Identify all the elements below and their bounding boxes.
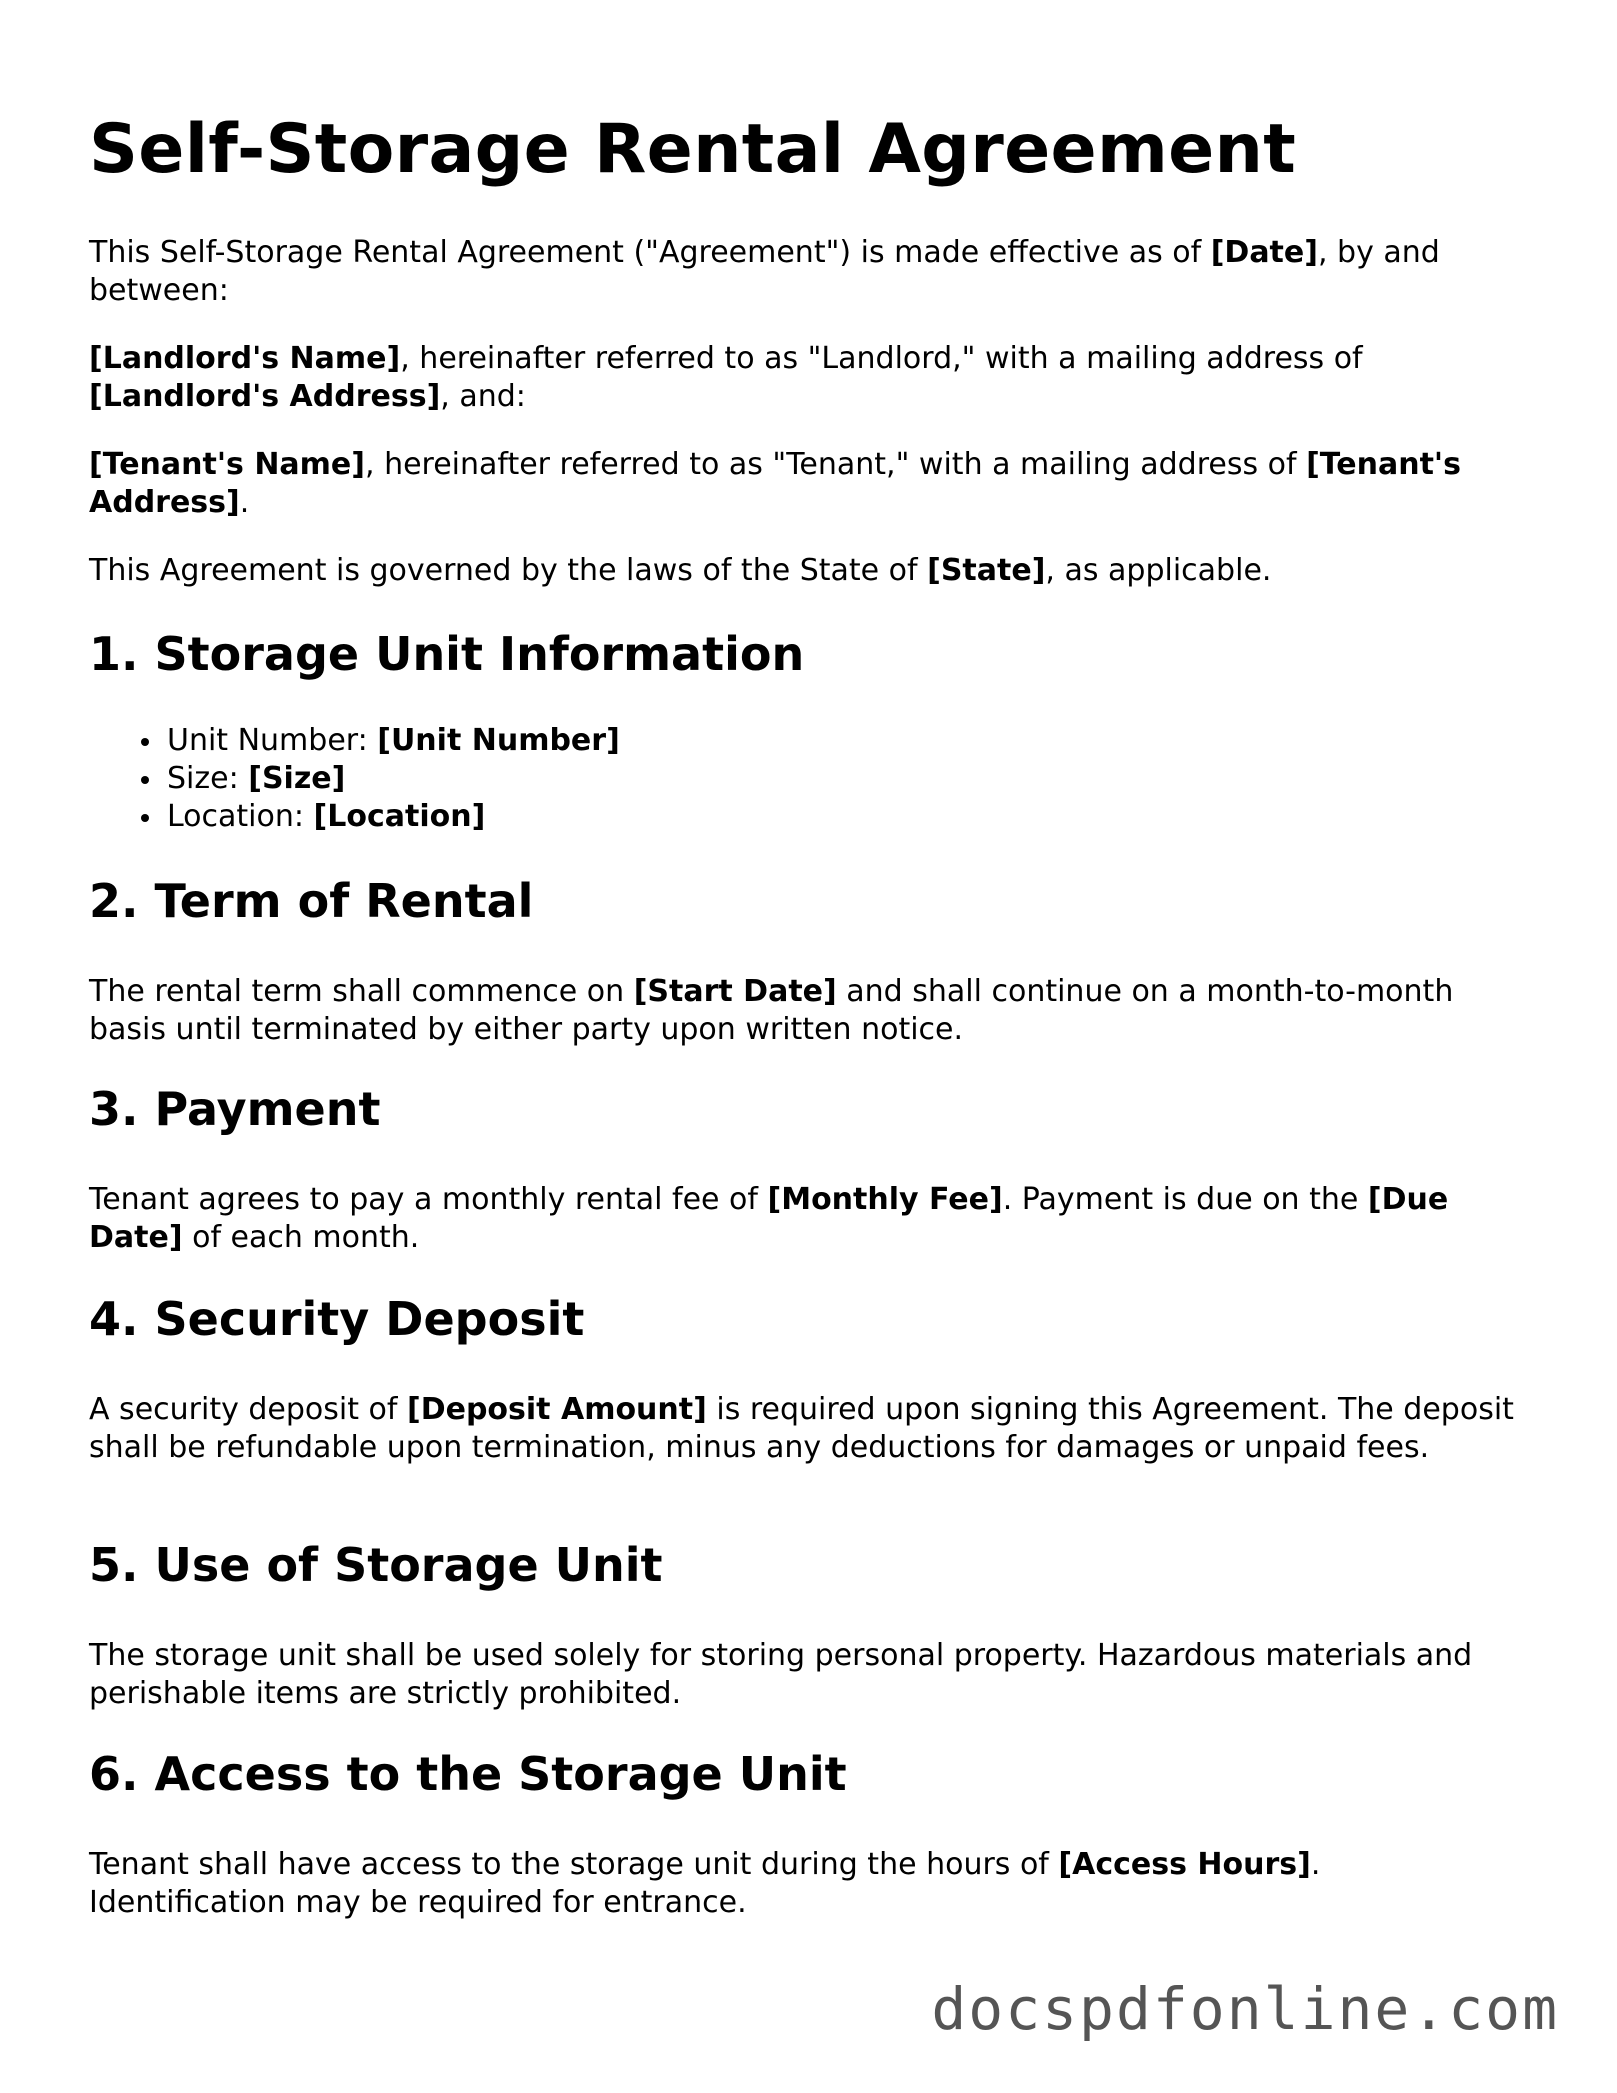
section-5-heading: 5. Use of Storage Unit	[89, 1538, 663, 1592]
term-text: The rental term shall commence on	[89, 974, 634, 1009]
section-5-paragraph: The storage unit shall be used solely for storing personal property. Hazardous materials and perishable items are strictly prohibited.	[89, 1638, 1473, 1711]
landlord-paragraph	[89, 340, 1519, 416]
unit-number-label: Unit Number:	[167, 723, 378, 758]
start-date-placeholder: [Start Date]	[633, 974, 837, 1009]
deposit-text-end: is required upon signing this Agreement. The deposit shall be refundable upon termination, minus any deductions for damages or unpaid fees.	[89, 1392, 1514, 1465]
deposit-amount-placeholder: [Deposit Amount]	[407, 1392, 707, 1427]
landlord-address-placeholder: [Landlord's Address]	[89, 379, 441, 414]
intro-text-end: , by and between:	[89, 235, 1440, 308]
section-2-heading: 2. Term of Rental	[89, 874, 534, 928]
section-1-heading: 1. Storage Unit Information	[89, 627, 805, 681]
tenant-end: .	[239, 485, 250, 520]
tenant-paragraph	[89, 446, 1519, 522]
section-3-paragraph	[89, 1181, 1519, 1257]
size-placeholder: [Size]	[248, 761, 346, 796]
list-item-unit-number	[167, 722, 1597, 760]
document-title: Self-Storage Rental Agreement	[89, 110, 1297, 189]
access-text-end: . Identification may be required for entrance.	[89, 1847, 1321, 1920]
law-text-end: , as applicable.	[1045, 553, 1272, 588]
access-hours-placeholder: [Access Hours]	[1058, 1847, 1311, 1882]
landlord-text: , hereinafter referred to as "Landlord," with a mailing address of	[400, 341, 1363, 376]
term-text-end: and shall continue on a month-to-month basis until terminated by either party upon written notice.	[89, 974, 1454, 1047]
tenant-address-placeholder: [Tenant's Address]	[89, 447, 1461, 520]
list-item-location	[167, 798, 1597, 836]
section-2-paragraph	[89, 973, 1519, 1049]
intro-text: This Self-Storage Rental Agreement ("Agreement") is made effective as of	[89, 235, 1211, 270]
payment-text-end: of each month.	[182, 1220, 420, 1255]
due-date-placeholder: [Due Date]	[89, 1182, 1449, 1255]
location-placeholder: [Location]	[313, 799, 486, 834]
unit-number-placeholder: [Unit Number]	[377, 723, 620, 758]
state-placeholder: [State]	[927, 553, 1046, 588]
size-label: Size:	[167, 761, 249, 796]
section-6-heading: 6. Access to the Storage Unit	[89, 1747, 847, 1801]
governing-law-paragraph	[89, 552, 1519, 590]
section-3-heading: 3. Payment	[89, 1082, 381, 1136]
section-6-paragraph	[89, 1846, 1519, 1922]
location-label: Location:	[167, 799, 314, 834]
intro-paragraph	[89, 234, 1519, 310]
landlord-name-placeholder: [Landlord's Name]	[89, 341, 401, 376]
tenant-text: , hereinafter referred to as "Tenant," with a mailing address of	[365, 447, 1307, 482]
payment-text: Tenant agrees to pay a monthly rental fee of	[89, 1182, 768, 1217]
deposit-text: A security deposit of	[89, 1392, 407, 1427]
law-text: This Agreement is governed by the laws of the State of	[89, 553, 928, 588]
section-4-paragraph	[89, 1391, 1519, 1467]
landlord-end: , and:	[440, 379, 526, 414]
tenant-name-placeholder: [Tenant's Name]	[89, 447, 365, 482]
access-text: Tenant shall have access to the storage unit during the hours of	[89, 1847, 1059, 1882]
monthly-fee-placeholder: [Monthly Fee]	[767, 1182, 1003, 1217]
list-item-size	[167, 760, 1597, 798]
watermark-text: docspdfonline.com	[931, 1975, 1559, 2043]
payment-text-middle: . Payment is due on the	[1002, 1182, 1368, 1217]
section-4-heading: 4. Security Deposit	[89, 1292, 585, 1346]
unit-info-list	[89, 722, 1597, 836]
date-placeholder: [Date]	[1210, 235, 1318, 270]
